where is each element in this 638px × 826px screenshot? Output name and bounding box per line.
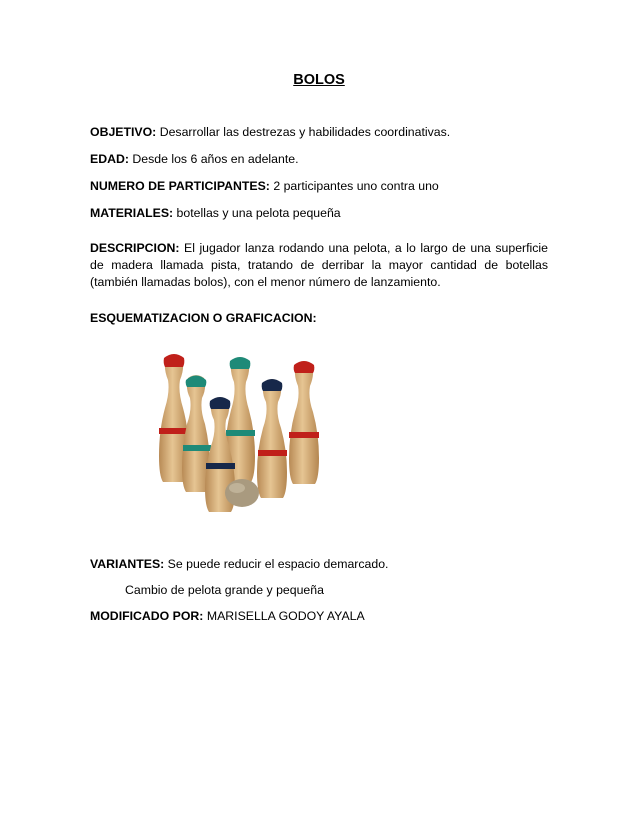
esquema-label: ESQUEMATIZACION O GRAFICACION:: [90, 311, 317, 325]
esquema-line: [90, 310, 550, 326]
descripcion-label: DESCRIPCION:: [90, 241, 180, 255]
edad-value: Desde los 6 años en adelante.: [128, 152, 299, 166]
variante-extra: Cambio de pelota grande y pequeña: [125, 583, 324, 597]
edad-line: [90, 151, 550, 167]
variantes-label: VARIANTES:: [90, 557, 165, 571]
pin-navy-right: [257, 379, 287, 498]
modificado-value: MARISELLA GODOY AYALA: [203, 609, 365, 623]
descripcion-value: El jugador lanza rodando una pelota, a lo largo de una superficie de madera llamada pista, tratando de derribar la mayor cantidad de botellas (también llamadas bolos), con el menor número de lanzamiento.: [90, 241, 548, 289]
edad-label: EDAD:: [90, 152, 129, 166]
materiales-line: [90, 205, 550, 221]
objetivo-label: OBJETIVO:: [90, 125, 157, 139]
objetivo-value: Desarrollar las destrezas y habilidades coordinativas.: [156, 125, 451, 139]
participantes-label: NUMERO DE PARTICIPANTES:: [90, 179, 270, 193]
bowling-pins-illustration: [140, 350, 340, 515]
participantes-value: 2 participantes uno contra uno: [269, 179, 439, 193]
modificado-label: MODIFICADO POR:: [90, 609, 204, 623]
variantes-line: [90, 556, 550, 572]
materiales-label: MATERIALES:: [90, 206, 174, 220]
participantes-line: [90, 178, 550, 194]
descripcion-paragraph: [90, 240, 548, 291]
modificado-line: [90, 608, 550, 624]
pin-red-right: [289, 361, 319, 484]
variantes-value: Se puede reducir el espacio demarcado.: [164, 557, 389, 571]
page-title: BOLOS: [293, 72, 345, 88]
objetivo-line: [90, 124, 550, 140]
ball: [225, 479, 259, 507]
materiales-value: botellas y una pelota pequeña: [173, 206, 341, 220]
